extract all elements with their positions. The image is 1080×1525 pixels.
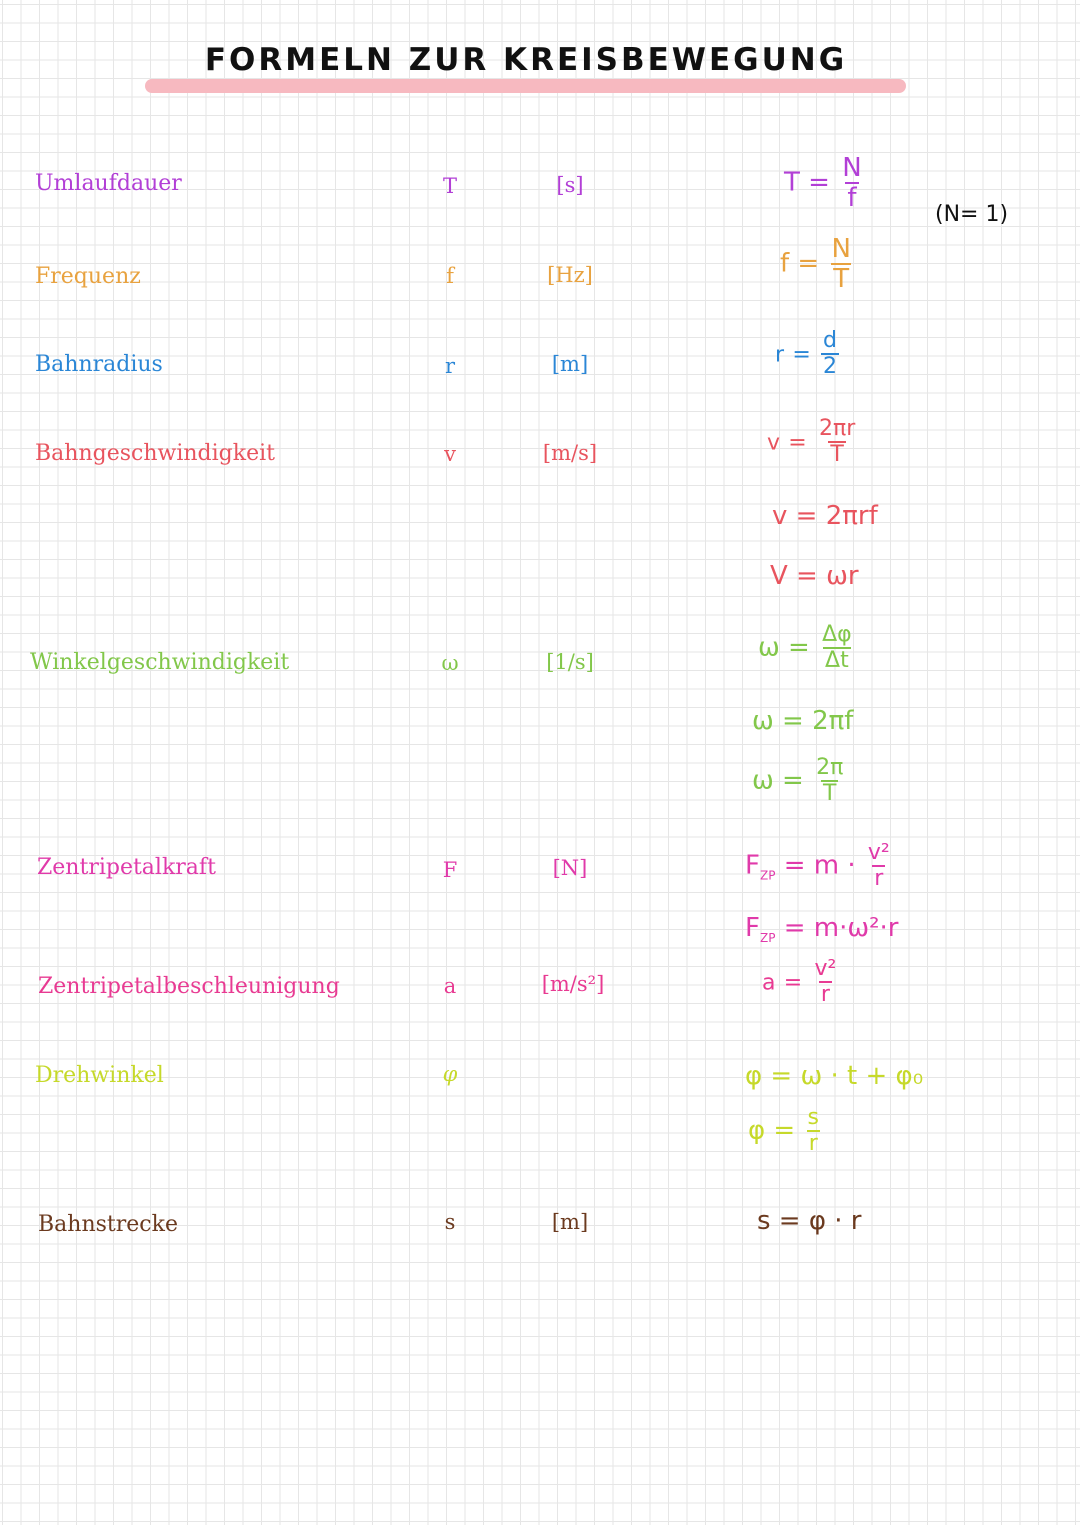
unit-meter: [m]	[551, 352, 589, 376]
formula-T: T = $\frac{N}{f}$	[784, 153, 862, 213]
symbol-r: r	[444, 354, 456, 378]
formula-omega-delta: ω = $\frac{\Delta\varphi}{\Delta t}$	[758, 622, 852, 673]
label-bahngeschwindigkeit: Bahngeschwindigkeit	[35, 441, 275, 466]
unit-meter-per-second-squared: [m/s²]	[541, 972, 605, 996]
label-frequenz: Frequenz	[35, 264, 141, 289]
label-winkelgeschwindigkeit: Winkelgeschwindigkeit	[30, 650, 290, 675]
formula-phi-time: φ = ω · t + φ₀	[745, 1061, 924, 1091]
unit-meter-per-second: [m/s]	[542, 441, 598, 465]
formula-force-velocity: $F_{ZP} = m$ · $\frac{\text{v²}}{r}$	[745, 840, 890, 891]
symbol-T: T	[442, 174, 457, 198]
note-n-equals-one: (N= 1)	[935, 202, 1009, 227]
formula-arc-length: s = φ · r	[757, 1206, 862, 1236]
symbol-F: F	[442, 858, 458, 882]
formula-omega-period: ω = $\frac{2\pi}{T}$	[752, 755, 844, 806]
formula-f: f = $\frac{N}{T}$	[780, 234, 851, 294]
formula-v-frequency: v = 2πrf	[772, 501, 878, 531]
label-bahnstrecke: Bahnstrecke	[38, 1212, 178, 1237]
formula-phi-arc: φ = $\frac{s}{r}$	[748, 1105, 819, 1156]
unit-seconds: [s]	[556, 173, 584, 197]
label-umlaufdauer: Umlaufdauer	[35, 171, 182, 196]
formula-omega-frequency: ω = 2πf	[752, 706, 854, 736]
unit-per-second: [1/s]	[546, 650, 594, 674]
unit-meter-s: [m]	[551, 1210, 589, 1234]
formula-v-period: v = $\frac{2\pi r}{T}$	[767, 416, 856, 467]
label-zentripetalbeschleunigung: Zentripetalbeschleunigung	[38, 974, 340, 999]
symbol-phi: φ	[442, 1062, 458, 1086]
label-drehwinkel: Drehwinkel	[35, 1063, 164, 1088]
label-zentripetalkraft: Zentripetalkraft	[37, 855, 216, 880]
symbol-a: a	[443, 974, 457, 998]
page-title: FORMELN ZUR KREISBEWEGUNG	[204, 42, 848, 78]
formula-v-omega: V = ωr	[770, 561, 859, 591]
symbol-omega: ω	[441, 651, 459, 675]
symbol-v: v	[444, 442, 456, 466]
title-highlight	[145, 79, 906, 93]
label-bahnradius: Bahnradius	[35, 352, 163, 377]
symbol-s: s	[444, 1210, 456, 1234]
unit-hertz: [Hz]	[547, 263, 593, 287]
formula-r: r = $\frac{d}{2}$	[775, 328, 838, 379]
formula-force-omega: $F_{ZP} = m\cdot\omega^2\cdot r$	[745, 913, 899, 946]
symbol-f: f	[446, 264, 454, 288]
formula-acceleration: a = $\frac{\text{v²}}{r}$	[762, 956, 837, 1007]
unit-newton: [N]	[552, 856, 588, 880]
